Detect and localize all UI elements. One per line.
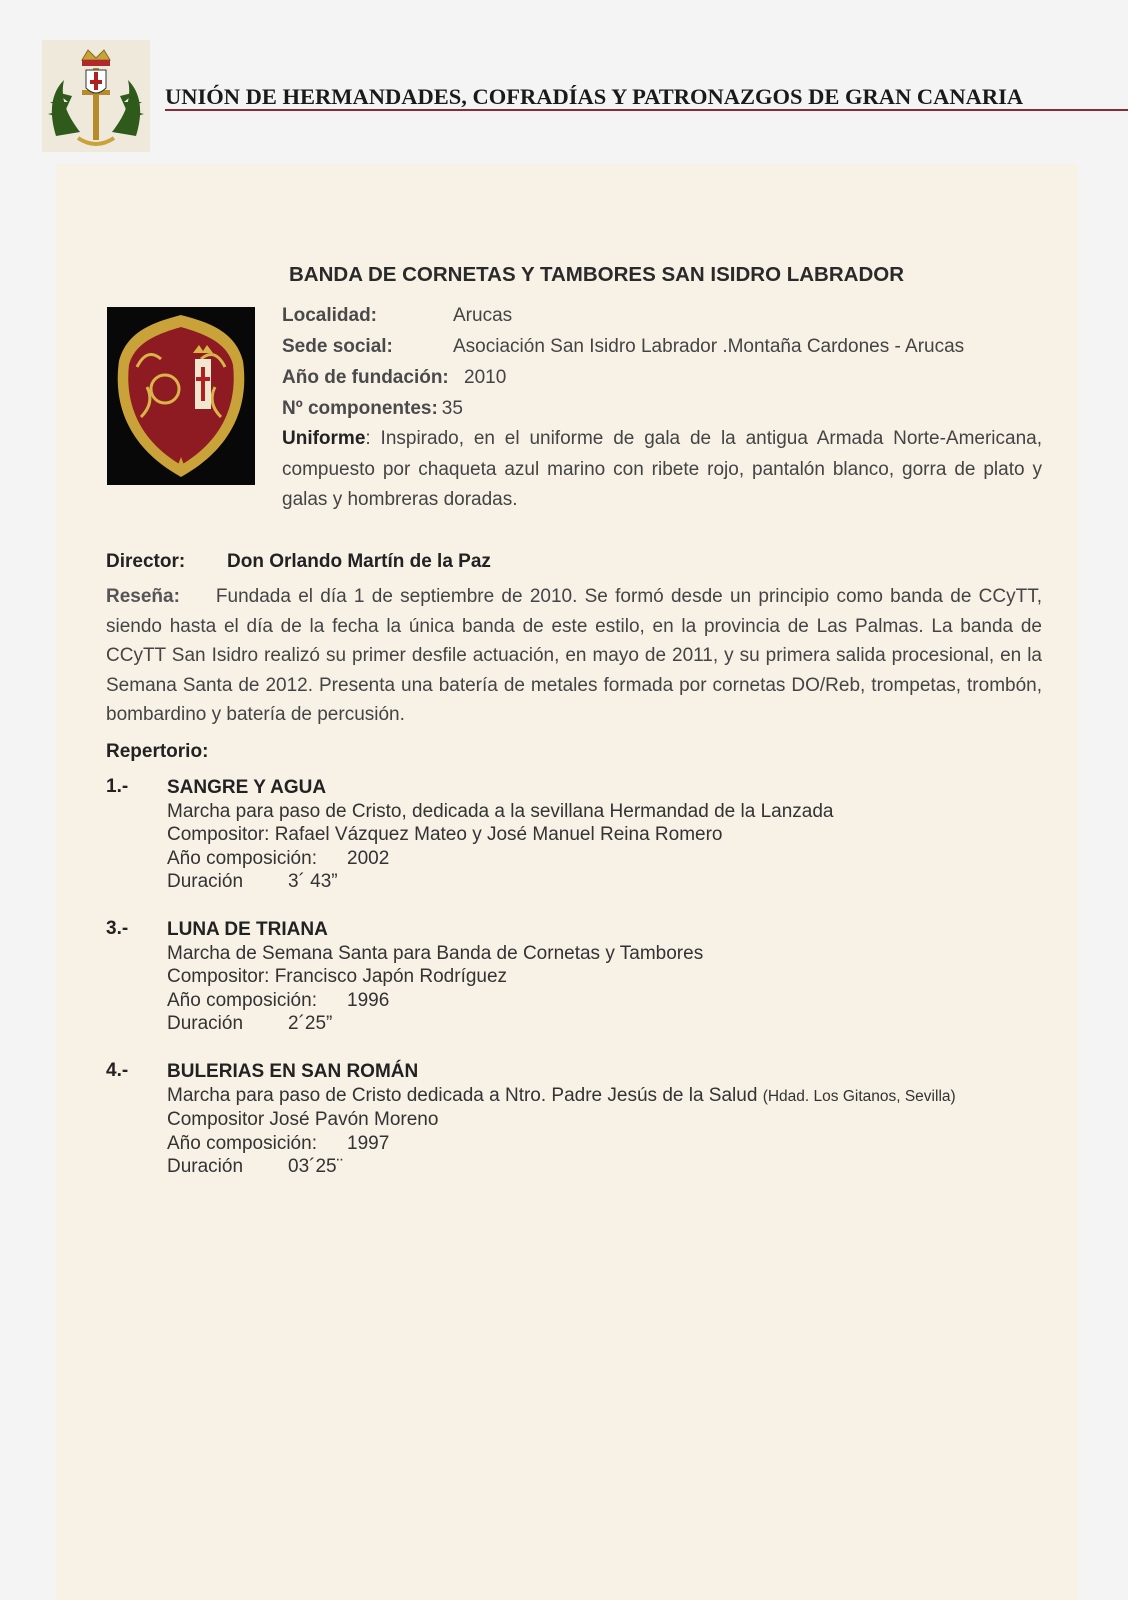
piece-description: Marcha de Semana Santa para Banda de Cornetas y Tambores [167,942,704,964]
piece-duration: Duración 2´25” [167,1013,333,1034]
director-line: Director: Don Orlando Martín de la Paz [106,551,491,572]
piece-year: Año composición: 1997 [167,1132,390,1154]
piece-title: LUNA DE TRIANA [167,919,328,940]
field-componentes: Nº componentes: 35 [282,398,463,419]
resena-paragraph: Reseña: Fundada el día 1 de septiembre de 2010. Se formó desde un principio como banda de CCyTT, siendo hasta el día de la fecha la única banda de este estilo, en la provincia de Las Palmas. La banda de CCyTT San Isidro realizó su primer desfile actuación, en mayo de 2011, y su primera salida procesional, en la Semana Santa de 2012. Presenta una batería de metales formada por cornetas DO/Reb, trompetas, trombón, bombardino y batería de percusión. [106,586,1042,725]
piece-composer: Compositor: Francisco Japón Rodríguez [167,966,508,987]
piece-duration: Duración 03´25¨ [167,1156,343,1177]
organization-emblem-icon [42,40,150,152]
piece-description: Marcha para paso de Cristo, dedicada a la sevillana Hermandad de la Lanzada [167,800,834,822]
repertorio-heading: Repertorio: [106,741,209,762]
piece-title: SANGRE Y AGUA [167,777,327,798]
piece-composer: Compositor: Rafael Vázquez Mateo y José Manuel Reina Romero [167,824,723,845]
field-uniforme: Uniforme: Inspirado, en el uniforme de gala de la antigua Armada Norte-Americana, compuesto por chaqueta azul marino con ribete rojo, pantalón blanco, gorra de plato y galas y hombreras doradas. [282,428,1042,510]
piece-description: Marcha para paso de Cristo dedicada a Ntro. Padre Jesús de la Salud (Hdad. Los Gitanos, Sevilla) [167,1084,956,1106]
band-crest-icon [107,307,255,485]
piece-year: Año composición: 1996 [167,989,390,1011]
field-sede-social: Sede social: Asociación San Isidro Labrador .Montaña Cardones - Arucas [282,336,965,357]
piece-title: BULERIAS EN SAN ROMÁN [167,1061,419,1082]
piece-duration: Duración 3´ 43” [167,871,338,892]
field-ano-fundacion: Año de fundación: 2010 [282,367,507,388]
piece-composer: Compositor José Pavón Moreno [167,1109,439,1130]
organization-title: UNIÓN DE HERMANDADES, COFRADÍAS Y PATRONAZGOS DE GRAN CANARIA [165,84,1024,109]
band-title: BANDA DE CORNETAS Y TAMBORES SAN ISIDRO LABRADOR [289,263,905,286]
header-divider [165,109,1128,111]
field-localidad: Localidad: Arucas [282,305,513,326]
piece-year: Año composición: 2002 [167,847,390,869]
